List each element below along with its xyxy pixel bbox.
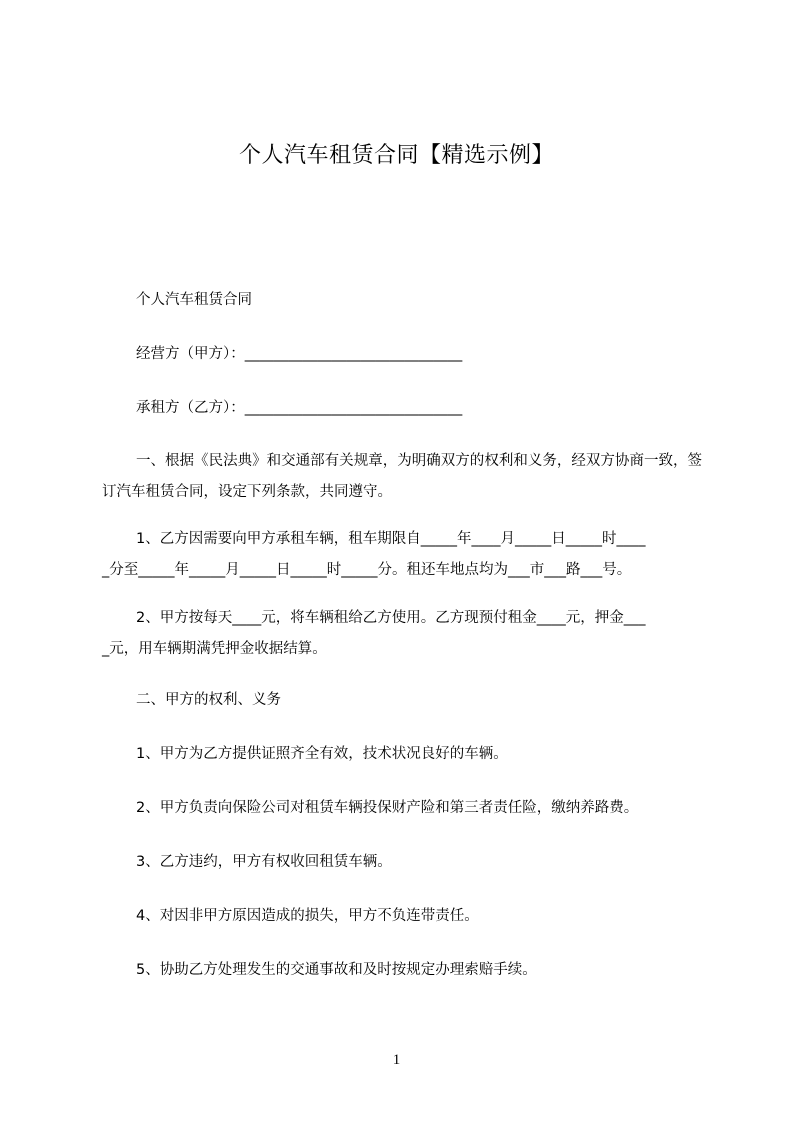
party-a-label: 经营方（甲方）： [136, 346, 245, 362]
clause-1-line-2: _分至_____年_____月_____日_____时_____分。租还车地点均为___市___路___号。 [102, 562, 632, 578]
clause-1 [102, 524, 702, 586]
party-a-blank: ______________________________ [244, 346, 463, 362]
section-2-item-text: 5、协助乙方处理发生的交通事故和及时按规定办理索赔手续。 [136, 962, 537, 978]
page-number: 1 [392, 1052, 401, 1068]
contract-subtitle [102, 284, 702, 316]
party-b-line [102, 392, 702, 424]
clause-1-line-1: 1、乙方因需要向甲方承租车辆，租车期限自_____年____月_____日_____时____ [136, 531, 646, 547]
party-a-line [102, 338, 702, 370]
section-2-item-5 [102, 954, 702, 986]
party-b-blank: ______________________________ [244, 400, 463, 416]
clause-2-line-1: 2、甲方按每天____元，将车辆租给乙方使用。乙方现预付租金____元，押金___ [136, 610, 646, 626]
section-2-item-1 [102, 738, 702, 770]
section-1-paragraph: 一、根据《民法典》和交通部有关规章，为明确双方的权利和义务，经双方协商一致，签订汽车租赁合同，设定下列条款，共同遵守。 [102, 453, 702, 500]
section-2-item-3 [102, 846, 702, 878]
section-2-heading-text: 二、甲方的权利、义务 [136, 692, 281, 708]
section-2-item-2 [102, 792, 702, 824]
clause-2-line-2: _元，用车辆期满凭押金收据结算。 [102, 641, 327, 657]
section-2-heading [102, 684, 702, 716]
section-2-item-4 [102, 900, 702, 932]
section-2-item-text: 4、对因非甲方原因造成的损失，甲方不负连带责任。 [136, 908, 479, 924]
section-2-item-text: 2、甲方负责向保险公司对租赁车辆投保财产险和第三者责任险，缴纳养路费。 [136, 800, 639, 816]
clause-2 [102, 603, 702, 665]
section-2-item-text: 3、乙方违约，甲方有权收回租赁车辆。 [136, 854, 392, 870]
section-2-item-text: 1、甲方为乙方提供证照齐全有效，技术状况良好的车辆。 [136, 746, 508, 762]
subtitle-text: 个人汽车租赁合同 [136, 292, 252, 308]
party-b-label: 承租方（乙方）： [136, 400, 245, 416]
document-title: 个人汽车租赁合同【精选示例】 [238, 143, 554, 168]
